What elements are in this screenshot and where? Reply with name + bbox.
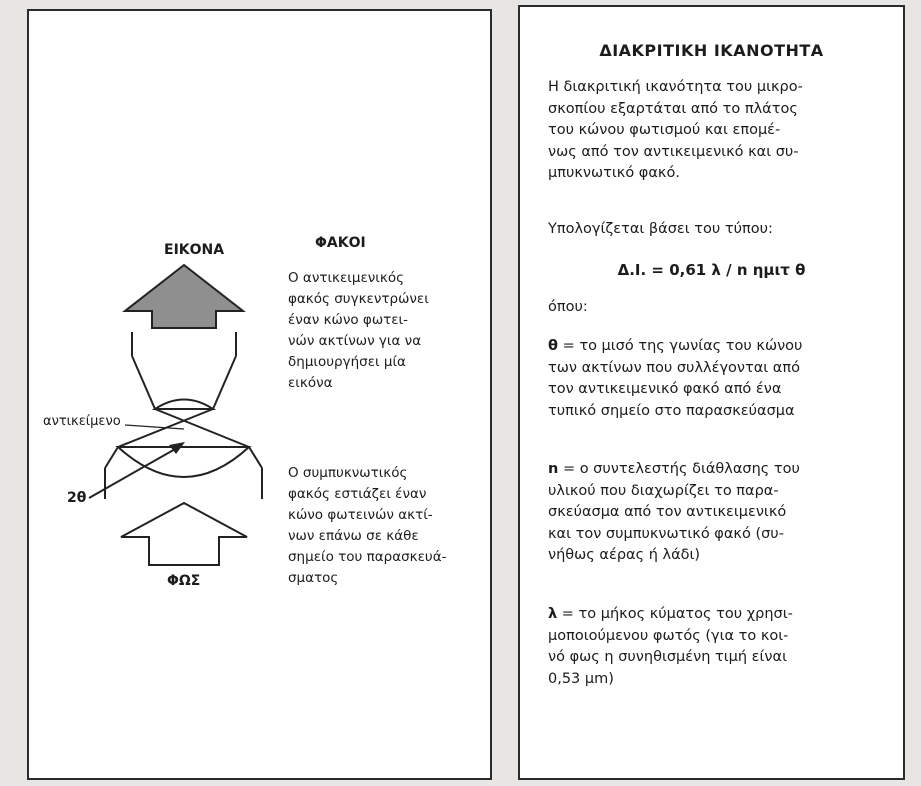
condenser-description: Ο συμπυκνωτικός φακός εστιάζει έναν κώνο φωτεινών ακτί- νων επάνω σε κάθε σημείο του παρασκευά- σματος	[288, 465, 447, 586]
condenser-cone-line	[249, 447, 262, 468]
lenses-panel	[27, 9, 492, 780]
objective-description: Ο αντικειμενικός φακός συγκεντρώνει έναν κώνο φωτει- νών ακτίνων για να δημιουργήσει μία εικόνα	[288, 270, 429, 391]
condenser-cone-line	[105, 447, 118, 468]
calculation-line: Υπολογίζεται βάσει του τύπου:	[548, 221, 773, 237]
theta-symbol: θ	[548, 338, 558, 354]
panel-title: ΔΙΑΚΡΙΤΙΚΗ ΙΚΑΝΟΤΗΤΑ	[599, 41, 824, 60]
resolution-panel	[518, 5, 905, 780]
objective-cone-line	[132, 356, 155, 409]
n-definition: n = ο συντελεστής διάθλασης του υλικού που διαχωρίζει το παρα- σκεύασμα από τον αντικειμενικό και τον συμπυκνωτικό φακό (συ- νήθως αέρας ή λάδι)	[548, 461, 800, 563]
resolution-formula: Δ.Ι. = 0,61 λ / n ημιτ θ	[617, 261, 806, 279]
microscope-lens-diagram	[29, 11, 490, 778]
light-label: ΦΩΣ	[167, 573, 201, 589]
where-label: όπου:	[548, 299, 588, 315]
light-arrow	[121, 503, 247, 565]
angle-label: 2θ	[67, 490, 87, 506]
lambda-definition: λ = το μήκος κύματος του χρησι- μοποιούμενου φωτός (για το κοι- νό φως η συνηθισμένη τιμή είναι 0,53 μm)	[548, 606, 793, 687]
object-label: αντικείμενο	[43, 414, 121, 429]
image-arrow	[125, 265, 243, 328]
objective-cone-line	[213, 356, 236, 409]
lambda-symbol: λ	[548, 606, 558, 622]
image-label: ΕΙΚΟΝΑ	[164, 242, 225, 258]
condenser-lens	[118, 447, 249, 477]
n-symbol: n	[548, 461, 559, 477]
lenses-title: ΦΑΚΟΙ	[315, 235, 366, 251]
theta-definition: θ = το μισό της γωνίας του κώνου των ακτίνων που συλλέγονται από τον αντικειμενικό φακό από ένα τυπικό σημείο στο παρασκεύασμα	[548, 338, 803, 419]
objective-lens	[155, 400, 213, 410]
intro-paragraph: Η διακριτική ικανότητα του μικρο- σκοπίου εξαρτάται από το πλάτος του κώνου φωτισμού και επομέ- νως από τον αντικειμενικό και συ- μπυκνωτικό φακό.	[548, 79, 803, 181]
object-leader	[125, 425, 184, 429]
angle-arrow	[89, 448, 177, 498]
